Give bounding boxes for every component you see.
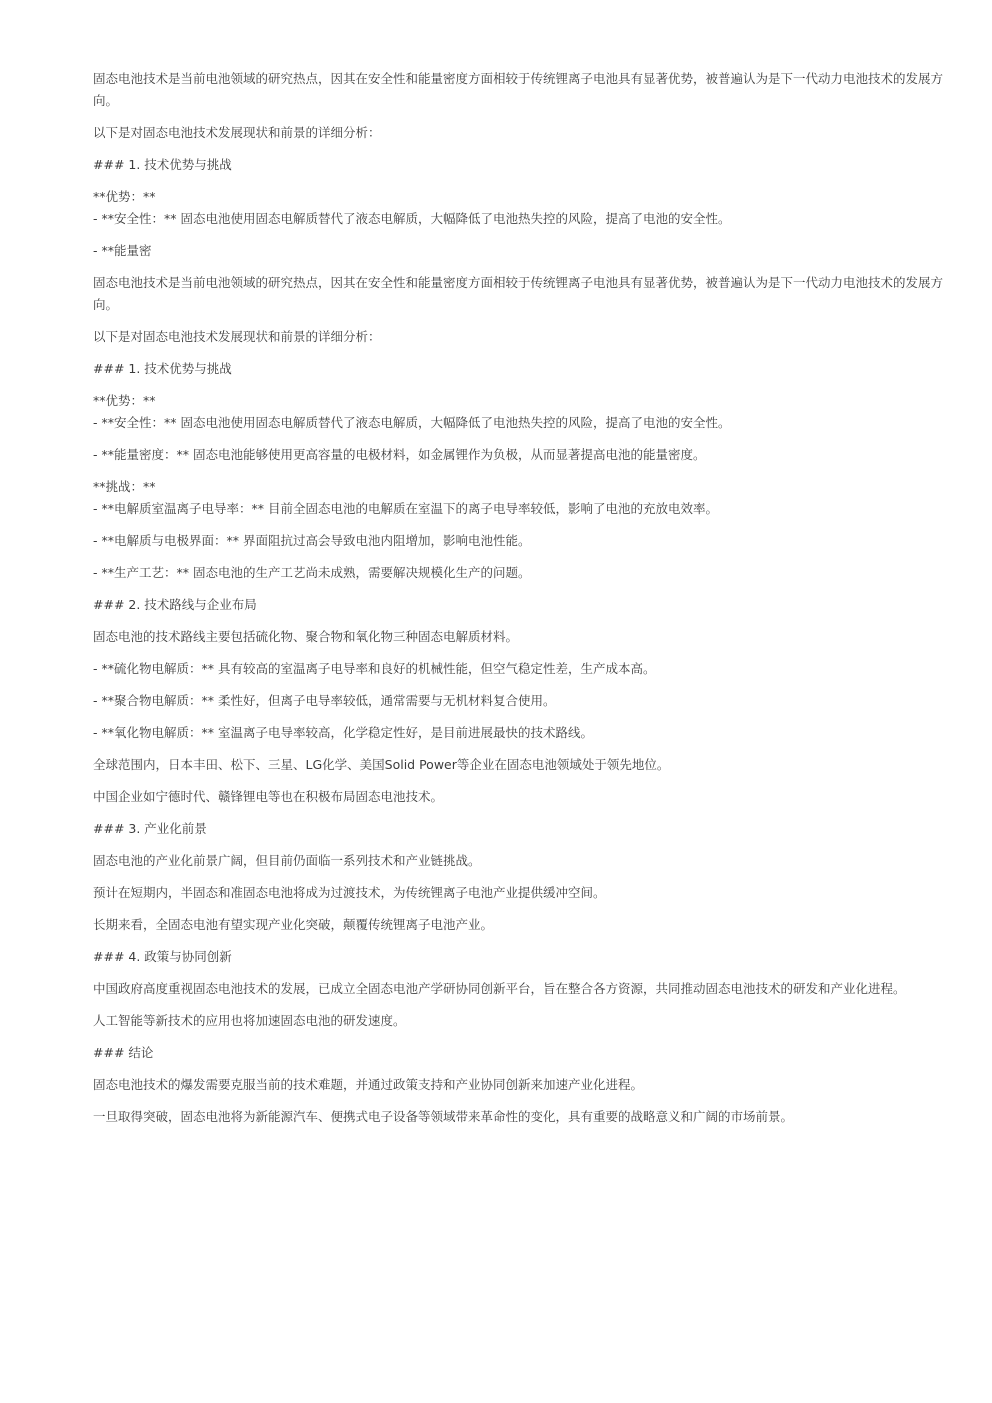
section-heading: ### 1. 技术优势与挑战 [93,361,232,376]
paragraph: **优势：** [93,189,156,204]
paragraph: **优势：** [93,393,156,408]
paragraph: 以下是对固态电池技术发展现状和前景的详细分析： [93,329,381,344]
paragraph: 一旦取得突破，固态电池将为新能源汽车、便携式电子设备等领域带来革命性的变化，具有重要的战略意义和广阔的市场前景。 [93,1109,794,1124]
paragraph: 固态电池技术是当前电池领域的研究热点，因其在安全性和能量密度方面相较于传统锂离子电池具有显著优势，被普遍认为是下一代动力电池技术的发展方向。 [93,71,944,108]
list-item: - **安全性：** 固态电池使用固态电解质替代了液态电解质，大幅降低了电池热失控的风险，提高了电池的安全性。 [93,211,731,226]
section-heading: ### 结论 [93,1045,154,1060]
list-item: - **安全性：** 固态电池使用固态电解质替代了液态电解质，大幅降低了电池热失控的风险，提高了电池的安全性。 [93,415,731,430]
paragraph: 以下是对固态电池技术发展现状和前景的详细分析： [93,125,381,140]
list-item: - **能量密度：** 固态电池能够使用更高容量的电极材料，如金属锂作为负极，从而显著提高电池的能量密度。 [93,447,706,462]
paragraph: 预计在短期内，半固态和准固态电池将成为过渡技术，为传统锂离子电池产业提供缓冲空间。 [93,885,606,900]
paragraph: 长期来看，全固态电池有望实现产业化突破，颠覆传统锂离子电池产业。 [93,917,494,932]
section-heading: ### 1. 技术优势与挑战 [93,157,232,172]
paragraph: 中国政府高度重视固态电池技术的发展，已成立全固态电池产学研协同创新平台，旨在整合各方资源，共同推动固态电池技术的研发和产业化进程。 [93,981,906,996]
paragraph: 固态电池的产业化前景广阔，但目前仍面临一系列技术和产业链挑战。 [93,853,481,868]
paragraph: 人工智能等新技术的应用也将加速固态电池的研发速度。 [93,1013,406,1028]
list-item: - **氧化物电解质：** 室温离子电导率较高，化学稳定性好，是目前进展最快的技术路线。 [93,725,593,740]
list-item: - **电解质与电极界面：** 界面阻抗过高会导致电池内阻增加，影响电池性能。 [93,533,531,548]
list-item: - **聚合物电解质：** 柔性好，但离子电导率较低，通常需要与无机材料复合使用。 [93,693,556,708]
list-item: - **生产工艺：** 固态电池的生产工艺尚未成熟，需要解决规模化生产的问题。 [93,565,531,580]
paragraph: 固态电池的技术路线主要包括硫化物、聚合物和氧化物三种固态电解质材料。 [93,629,519,644]
paragraph: 固态电池技术是当前电池领域的研究热点，因其在安全性和能量密度方面相较于传统锂离子电池具有显著优势，被普遍认为是下一代动力电池技术的发展方向。 [93,275,944,312]
paragraph: 全球范围内，日本丰田、松下、三星、LG化学、美国Solid Power等企业在固态电池领域处于领先地位。 [93,757,670,772]
section-heading: ### 4. 政策与协同创新 [93,949,232,964]
paragraph: 固态电池技术的爆发需要克服当前的技术难题，并通过政策支持和产业协同创新来加速产业化进程。 [93,1077,644,1092]
list-item: - **能量密 [93,243,152,258]
paragraph: **挑战：** [93,479,156,494]
document-body [93,68,945,1138]
list-item: - **电解质室温离子电导率：** 目前全固态电池的电解质在室温下的离子电导率较低，影响了电池的充放电效率。 [93,501,718,516]
list-item: - **硫化物电解质：** 具有较高的室温离子电导率和良好的机械性能，但空气稳定性差，生产成本高。 [93,661,656,676]
paragraph: 中国企业如宁德时代、赣锋锂电等也在积极布局固态电池技术。 [93,789,444,804]
section-heading: ### 2. 技术路线与企业布局 [93,597,257,612]
section-heading: ### 3. 产业化前景 [93,821,207,836]
